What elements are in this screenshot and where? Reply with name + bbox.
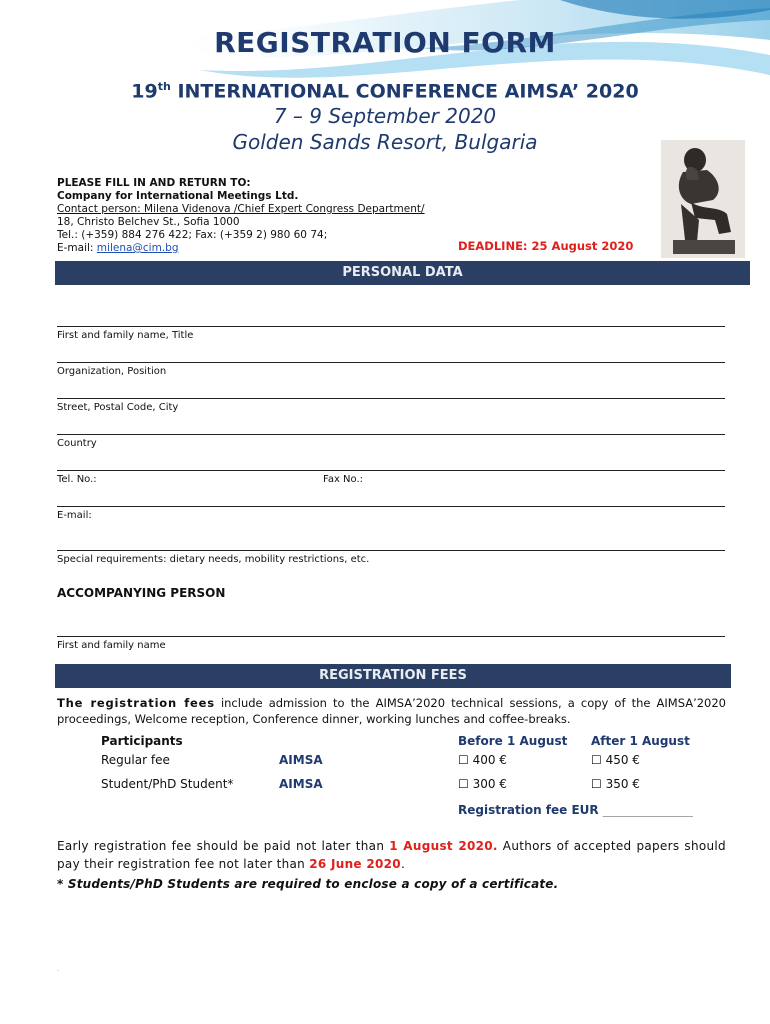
address: 18, Christo Belchev St., Sofia 1000 (57, 216, 240, 228)
regular-fee-org: AIMSA (279, 753, 323, 767)
name-field[interactable] (57, 326, 725, 341)
author-deadline-date: 26 June 2020 (309, 857, 401, 871)
student-fee-org: AIMSA (279, 777, 323, 791)
email-label: E-mail: (57, 242, 97, 254)
deadline: DEADLINE: 25 August 2020 (458, 239, 634, 253)
student-before-checkbox[interactable]: ☐ 300 € (458, 777, 507, 791)
conference-ordinal-suffix: th (157, 80, 171, 93)
country-field[interactable] (57, 434, 725, 449)
early-text-2: Authors of accepted papers should pay their registration fee not later than (57, 839, 726, 871)
organization-label: Organization, Position (57, 366, 167, 377)
fees-intro-text: include admission to the AIMSA’2020 technical sessions, a copy of the AIMSA’2020 proceedings, Welcome reception, Conference dinner, working lunches and coffee-breaks. (57, 696, 727, 726)
email-link[interactable]: milena@cim.bg (96, 242, 179, 254)
company-name: Company for International Meetings Ltd. (57, 190, 299, 202)
fees-intro (57, 695, 726, 727)
early-registration-note (57, 837, 726, 873)
organization-field[interactable] (57, 362, 725, 377)
conference-ordinal: 19 (131, 80, 158, 103)
street-label: Street, Postal Code, City (57, 402, 179, 413)
registration-fee-total-blank: _______________ (602, 803, 693, 817)
fees-intro-bold: The registration fees (57, 696, 215, 710)
after-header: After 1 August (591, 734, 690, 748)
contact-block (57, 177, 425, 255)
tel-label: Tel. No.: (57, 474, 97, 485)
early-text-3: . (400, 857, 406, 871)
regular-after-checkbox[interactable]: ☐ 450 € (591, 753, 640, 767)
contact-person: Contact person: Milena Videnova /Chief Expert Congress Department/ (57, 203, 425, 215)
accompanying-name-label: First and family name (57, 640, 166, 651)
email-field-label: E-mail: (57, 510, 92, 521)
email-line (57, 242, 425, 255)
email-field[interactable] (57, 506, 725, 521)
conference-title (0, 80, 770, 102)
conference-name: INTERNATIONAL CONFERENCE AIMSA’ 2020 (170, 80, 639, 103)
fax-label: Fax No.: (323, 474, 364, 485)
before-header: Before 1 August (458, 734, 568, 748)
street-field[interactable] (57, 398, 725, 413)
early-text-1: Early registration fee should be paid not later than (57, 839, 390, 853)
personal-data-heading: PERSONAL DATA (55, 261, 750, 285)
form-title: REGISTRATION FORM (214, 26, 556, 59)
conference-dates: 7 – 9 September 2020 (273, 104, 497, 128)
student-certificate-note: * Students/PhD Students are required to enclose a copy of a certificate. (57, 877, 559, 891)
phone-fax: Tel.: (+359) 884 276 422; Fax: (+359 2) 980 60 74; (57, 229, 328, 241)
name-label: First and family name, Title (57, 330, 194, 341)
special-requirements-field[interactable] (57, 550, 725, 565)
early-deadline-date: 1 August 2020. (389, 839, 498, 853)
registration-fees-heading: REGISTRATION FEES (55, 664, 731, 688)
return-instruction: PLEASE FILL IN AND RETURN TO: (57, 177, 251, 189)
regular-fee-label: Regular fee (101, 753, 170, 767)
page-mark: . (57, 966, 59, 973)
conference-venue: Golden Sands Resort, Bulgaria (232, 130, 538, 154)
thinker-statue-image (661, 140, 745, 258)
registration-fee-total[interactable] (458, 803, 693, 817)
country-label: Country (57, 438, 97, 449)
special-requirements-label: Special requirements: dietary needs, mobility restrictions, etc. (57, 554, 370, 565)
accompanying-name-field[interactable] (57, 636, 725, 651)
regular-before-checkbox[interactable]: ☐ 400 € (458, 753, 507, 767)
registration-fee-total-label: Registration fee EUR (458, 803, 603, 817)
student-fee-label: Student/PhD Student* (101, 777, 234, 791)
accompanying-person-heading: ACCOMPANYING PERSON (57, 586, 226, 600)
tel-fax-field[interactable] (57, 470, 725, 485)
student-after-checkbox[interactable]: ☐ 350 € (591, 777, 640, 791)
participants-header: Participants (101, 734, 183, 748)
